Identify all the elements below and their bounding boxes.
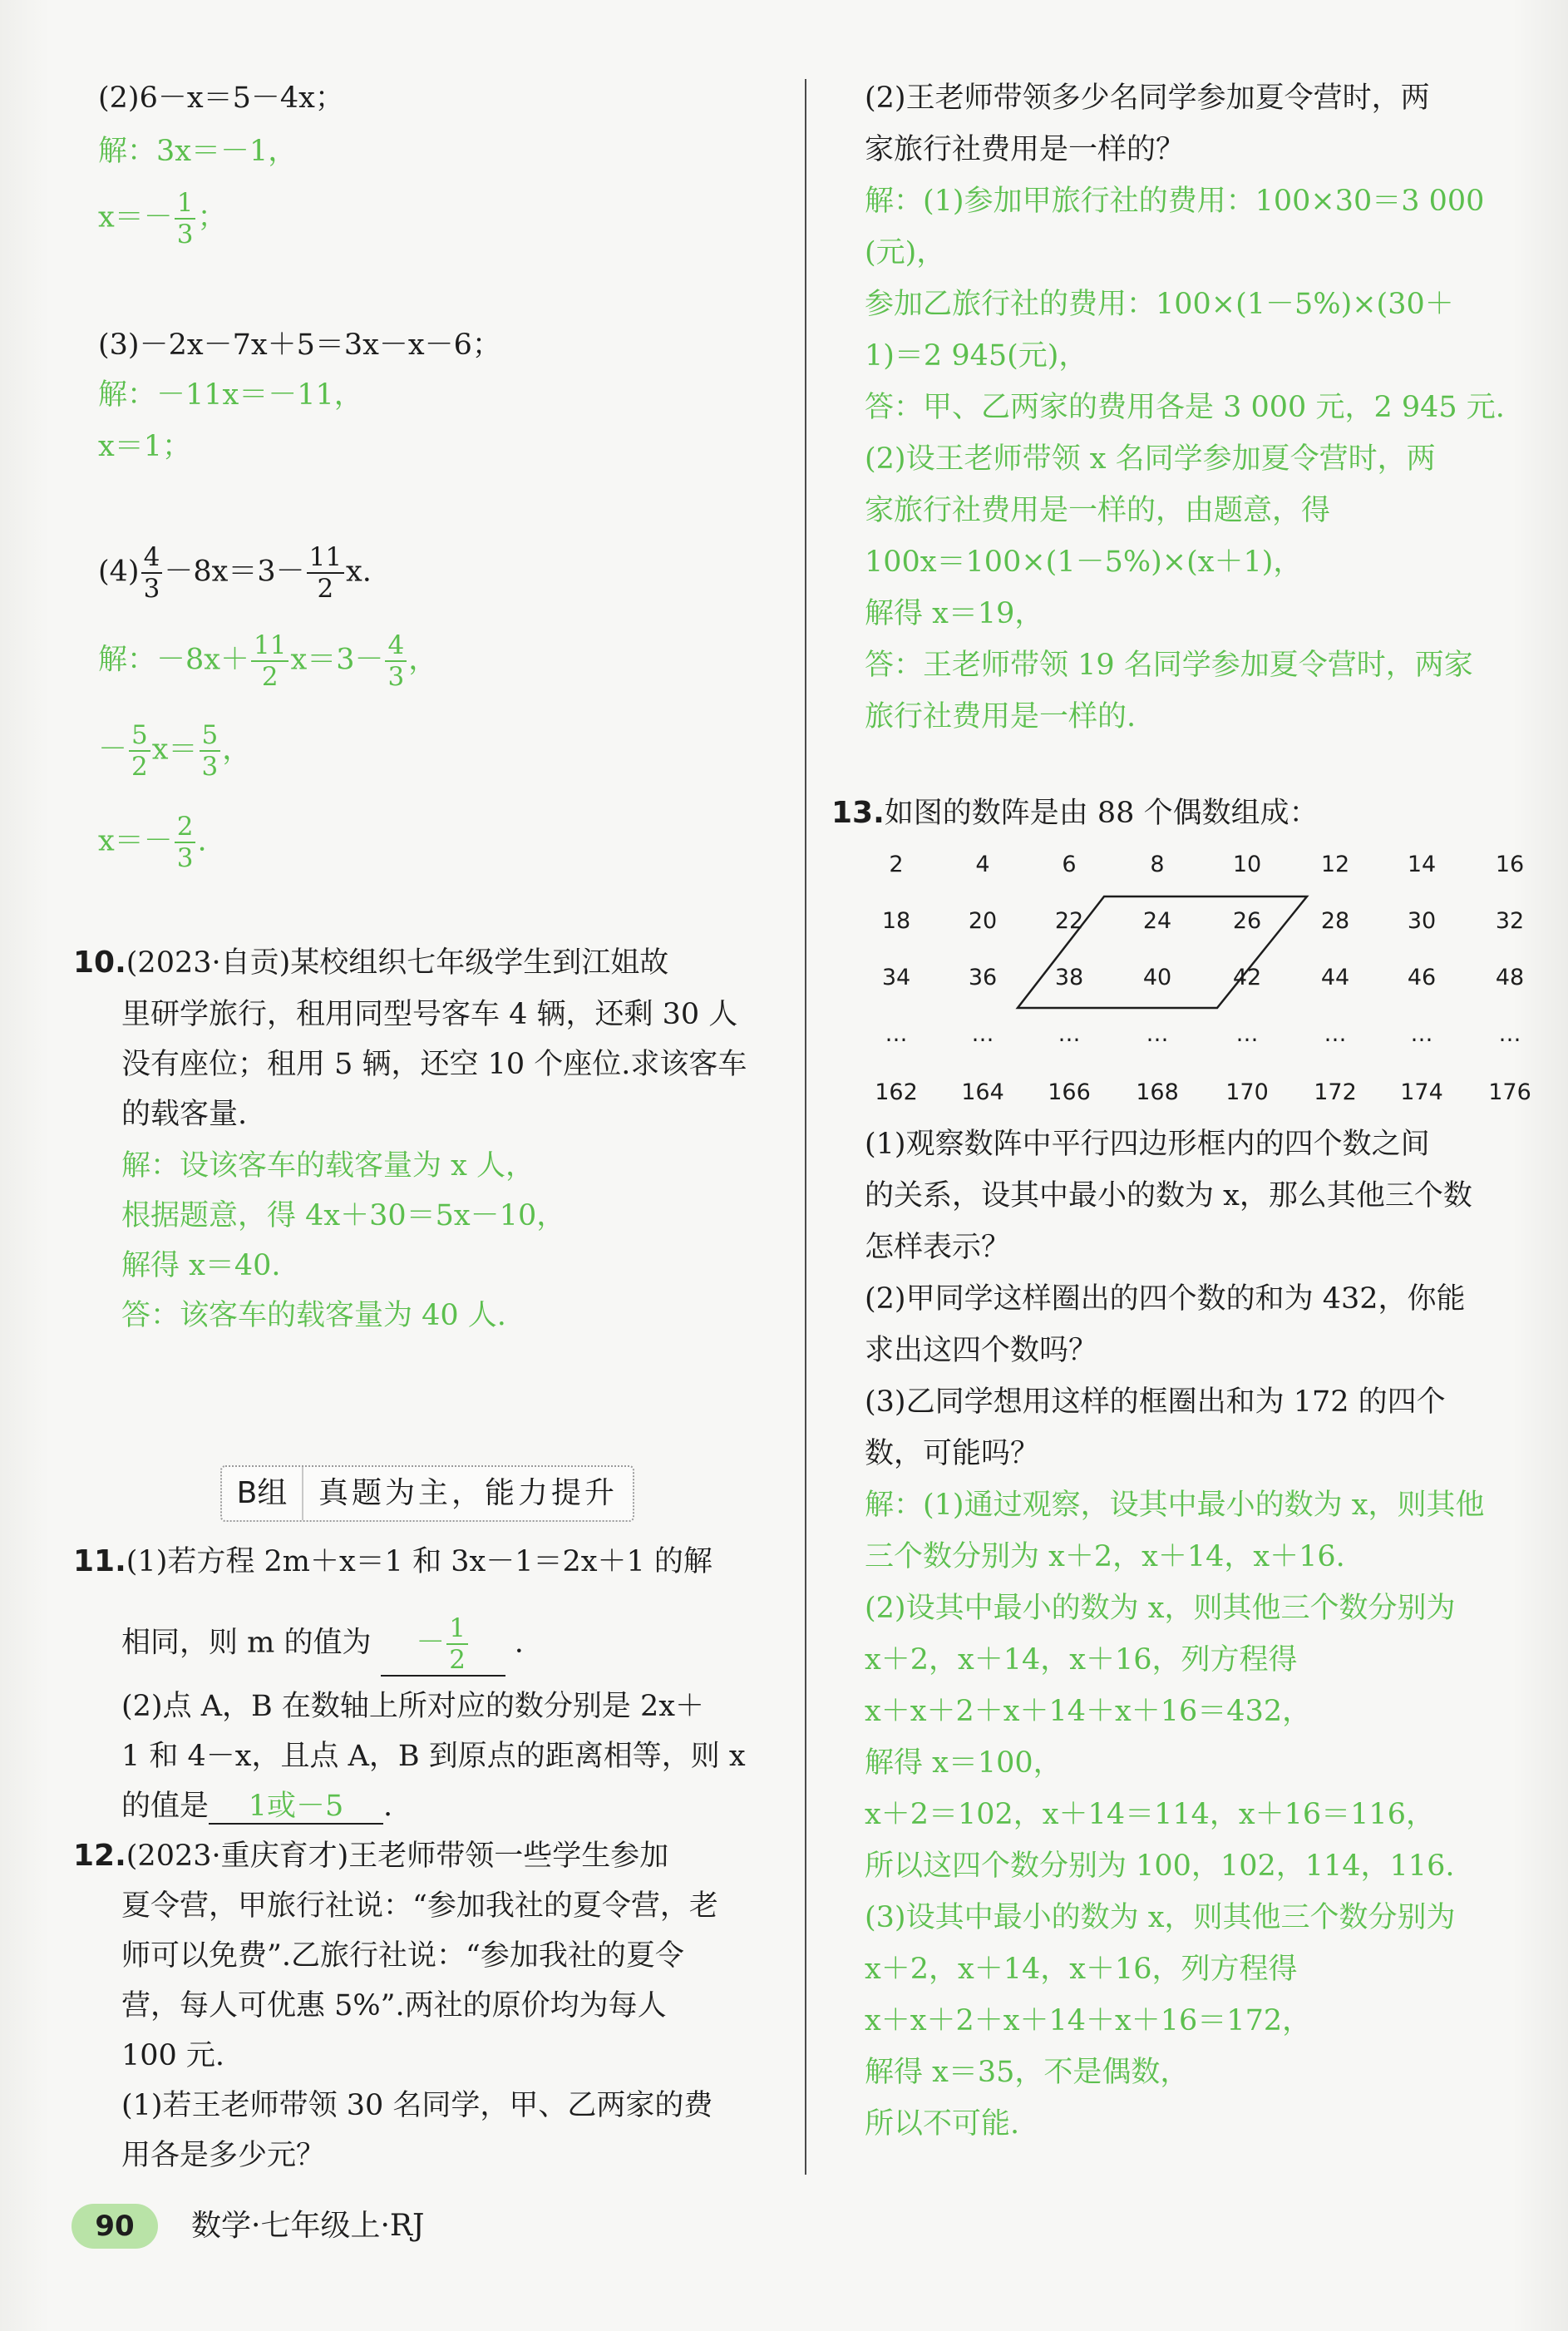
q12-answer6: (2)设王老师带领 x 名同学参加夏令营时，两 (865, 442, 1436, 476)
array-cell: 34 (881, 965, 911, 990)
q9-4-step1: 解：－8x＋ $\frac{11}{2}$ x＝3－ $\frac{4}{3}$ ， (98, 630, 438, 692)
q9-4-step3: x＝－ $\frac{2}{3}$ . (98, 812, 207, 873)
q11-line5: 的值是 1或－5 . (121, 1790, 393, 1823)
array-cell: 18 (881, 908, 911, 934)
q12-line2: 夏令营，甲旅行社说：“参加我社的夏令营，老 (121, 1889, 718, 1923)
array-cell: 10 (1232, 852, 1262, 877)
array-cell: 12 (1320, 852, 1350, 877)
q13-number: 13. (831, 796, 885, 830)
q9-3-step1: 解：－11x＝－11， (98, 378, 363, 412)
q13-answer10: x＋2，x＋14，x＋16，列方程得 (865, 1953, 1298, 1986)
q12-answer9: 解得 x＝19， (865, 597, 1044, 630)
array-cell: 164 (961, 1079, 1004, 1105)
q9-4-problem: (4) $\frac{4}{3}$ －8x＝3－ $\frac{11}{2}$ x. (98, 542, 372, 604)
q13-answer9: (3)设其中最小的数为 x，则其他三个数分别为 (865, 1901, 1456, 1934)
array-cell: 42 (1232, 965, 1262, 990)
q10-line4: 的载客量. (121, 1098, 248, 1131)
array-cell: 162 (875, 1079, 918, 1105)
array-cell: 26 (1232, 908, 1262, 934)
q12-answer10: 答：王老师带领 19 名同学参加夏令营时，两家 (865, 649, 1473, 682)
q9-4-step2: － $\frac{5}{2}$ x＝ $\frac{5}{3}$ ， (98, 720, 252, 782)
q12-line4: 营，每人可优惠 5%”.两社的原价均为每人 (121, 1989, 667, 2022)
array-cell: 16 (1495, 852, 1525, 877)
array-cell: 170 (1225, 1079, 1269, 1105)
q11-line4: 1 和 4－x，且点 A，B 到原点的距离相等，则 x (121, 1740, 746, 1773)
section-tag: B组 (222, 1467, 303, 1520)
q10-question: 10.(2023·自贡)某校组织七年级学生到江姐故 (73, 946, 669, 980)
q13-answer3: (2)设其中最小的数为 x，则其他三个数分别为 (865, 1592, 1456, 1625)
array-cell: 40 (1142, 965, 1172, 990)
q12-number: 12. (73, 1839, 126, 1873)
array-cell: 48 (1495, 965, 1525, 990)
q13-answer2: 三个数分别为 x＋2，x＋14，x＋16. (865, 1540, 1345, 1573)
array-cell: 176 (1488, 1079, 1531, 1105)
q12-answer2: (元)， (865, 236, 946, 269)
array-cell: 44 (1320, 965, 1350, 990)
array-cell: … (1410, 1021, 1433, 1047)
array-cell: 36 (968, 965, 998, 990)
q12-answer3: 参加乙旅行社的费用：100×(1－5%)×(30＋ (865, 288, 1454, 321)
array-cell: 168 (1136, 1079, 1179, 1105)
q13-answer12: 解得 x＝35，不是偶数， (865, 2056, 1190, 2089)
q13-answer7: x＋2＝102，x＋14＝114，x＋16＝116， (865, 1798, 1435, 1831)
footer-book-title: 数学·七年级上·RJ (191, 2209, 425, 2243)
array-cell: 24 (1142, 908, 1172, 934)
array-cell: 30 (1407, 908, 1437, 934)
array-cell: 28 (1320, 908, 1350, 934)
q12-question: 12.(2023·重庆育才)王老师带领一些学生参加 (73, 1839, 669, 1873)
q13-answer6: 解得 x＝100， (865, 1746, 1063, 1780)
parallelogram-outline (1018, 896, 1307, 1008)
q13-line2: 的关系，设其中最小的数为 x，那么其他三个数 (865, 1179, 1472, 1212)
array-cell: … (1146, 1021, 1169, 1047)
q11-line3: (2)点 A，B 在数轴上所对应的数分别是 2x＋ (121, 1690, 704, 1723)
q9-2-step1: 解：3x＝－1， (98, 135, 298, 168)
q10-answer2: 根据题意，得 4x＋30＝5x－10， (121, 1199, 566, 1232)
q10-line3: 没有座位；租用 5 辆，还空 10 个座位.求该客车 (121, 1048, 747, 1081)
page-number-badge: 90 (71, 2204, 158, 2249)
q12-answer11: 旅行社费用是一样的. (865, 700, 1137, 733)
array-cell: … (885, 1021, 908, 1047)
q13-answer5: x＋x＋2＋x＋14＋x＋16＝432， (865, 1695, 1312, 1728)
q9-2-problem: (2)6－x＝5－4x； (98, 81, 344, 115)
q11-line2: 相同，则 m 的值为 － $\frac{1}{2}$ . (121, 1613, 524, 1675)
q12-line3: 师可以免费”.乙旅行社说：“参加我社的夏令 (121, 1939, 684, 1973)
q12-answer7: 家旅行社费用是一样的，由题意，得 (865, 494, 1331, 527)
q13-line4: (2)甲同学这样圈出的四个数的和为 432，你能 (865, 1282, 1466, 1316)
q12-line6: (1)若王老师带领 30 名同学，甲、乙两家的费 (121, 2089, 713, 2122)
q11-answer1: － $\frac{1}{2}$ (381, 1613, 505, 1677)
array-cell: … (1058, 1021, 1081, 1047)
array-cell: 46 (1407, 965, 1437, 990)
q12-answer4: 1)＝2 945(元)， (865, 339, 1088, 373)
q12-answer5: 答：甲、乙两家的费用各是 3 000 元，2 945 元. (865, 391, 1505, 424)
q13-line7: 数，可能吗？ (865, 1437, 1040, 1470)
q13-answer11: x＋x＋2＋x＋14＋x＋16＝172， (865, 2004, 1312, 2037)
q9-3-problem: (3)－2x－7x＋5＝3x－x－6； (98, 328, 501, 362)
array-cell: 4 (975, 852, 990, 877)
array-cell: … (1235, 1021, 1259, 1047)
q13-line1: (1)观察数阵中平行四边形框内的四个数之间 (865, 1128, 1430, 1161)
array-cell: 6 (1062, 852, 1077, 877)
q13-answer4: x＋2，x＋14，x＋16，列方程得 (865, 1643, 1298, 1677)
q10-number: 10. (73, 946, 126, 980)
q10-answer1: 解：设该客车的载客量为 x 人， (121, 1149, 535, 1183)
q12-answer1: 解：(1)参加甲旅行社的费用：100×30＝3 000 (865, 185, 1485, 218)
q13-answer1: 解：(1)通过观察，设其中最小的数为 x，则其他 (865, 1489, 1485, 1522)
array-cell: … (1498, 1021, 1521, 1047)
section-title: 真题为主，能力提升 (318, 1476, 619, 1510)
q13-line5: 求出这四个数吗？ (865, 1334, 1098, 1367)
q11-number: 11. (73, 1544, 126, 1578)
q12-line5: 100 元. (121, 2039, 225, 2072)
array-cell: 2 (889, 852, 904, 877)
q11-question: 11.(1)若方程 2m＋x＝1 和 3x－1＝2x＋1 的解 (73, 1544, 713, 1578)
array-cell: 166 (1048, 1079, 1091, 1105)
array-cell: 174 (1400, 1079, 1443, 1105)
q10-answer4: 答：该客车的载客量为 40 人. (121, 1299, 506, 1332)
q12-answer8: 100x＝100×(1－5%)×(x＋1)， (865, 546, 1303, 579)
array-cell: 20 (968, 908, 998, 934)
q10-answer3: 解得 x＝40. (121, 1249, 281, 1282)
q12-line7: 用各是多少元？ (121, 2139, 326, 2172)
q13-question: 13.如图的数阵是由 88 个偶数组成： (831, 796, 1319, 830)
array-cell: 8 (1150, 852, 1165, 877)
q13-answer8: 所以这四个数分别为 100，102，114，116. (865, 1849, 1455, 1883)
array-cell: 14 (1407, 852, 1437, 877)
q11-answer2: 1或－5 (209, 1790, 383, 1825)
array-cell: 22 (1054, 908, 1084, 934)
q9-2-step2: x＝－ $\frac{1}{3}$ ； (98, 188, 227, 249)
array-cell: 32 (1495, 908, 1525, 934)
array-cell: 172 (1314, 1079, 1357, 1105)
array-cell: … (971, 1021, 994, 1047)
q13-answer13: 所以不可能. (865, 2107, 1020, 2141)
q13-line6: (3)乙同学想用这样的框圈出和为 172 的四个 (865, 1385, 1446, 1419)
q10-line2: 里研学旅行，租用同型号客车 4 辆，还剩 30 人 (121, 998, 738, 1031)
q13-line3: 怎样表示？ (865, 1231, 1011, 1264)
q12-part2-line2: 家旅行社费用是一样的？ (865, 133, 1186, 166)
array-cell: … (1324, 1021, 1347, 1047)
q9-3-step2: x＝1； (98, 430, 192, 463)
array-cell: 38 (1054, 965, 1084, 990)
q12-part2-line1: (2)王老师带领多少名同学参加夏令营时，两 (865, 81, 1430, 115)
